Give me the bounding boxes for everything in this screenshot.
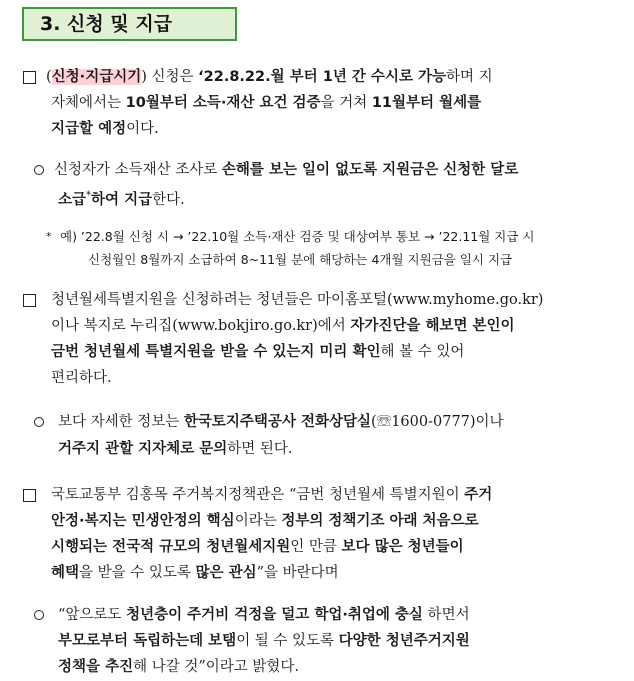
p1-line-2 — [51, 93, 481, 113]
p5-bold: 시행되는 전국적 규모의 청년월세지원 — [51, 539, 291, 555]
p4-line-2 — [58, 439, 292, 459]
p1-highlight: 신청·지급시기 — [51, 69, 142, 85]
section-heading: 3. 신청 및 지급 — [22, 7, 237, 41]
p1-text: 자체에서는 — [51, 95, 126, 111]
asterisk-marker: * — [46, 230, 52, 243]
p6-text: “앞으로도 — [58, 607, 127, 623]
p6-bold: 다양한 청년주거지원 — [338, 633, 470, 649]
p1-bold: ‘22.8.22.월 부터 1년 간 수시로 가능 — [198, 69, 447, 85]
p1-text: ) 신청은 — [141, 69, 199, 85]
p3-line-2 — [51, 316, 515, 336]
p5-bold: 혜택 — [51, 565, 80, 581]
p1-bold: 11월부터 월세를 — [371, 95, 482, 111]
p5-bold: 많은 관심 — [195, 565, 257, 581]
p2-bold: 손해를 보는 일이 없도록 지원금은 신청한 달로 — [221, 162, 519, 178]
note-line-2: 신청월인 8월까지 소급하여 8~11월 분에 해당하는 4개월 지원금을 일시 지급 — [88, 252, 513, 267]
p5-bold: 보다 많은 청년들이 — [341, 539, 464, 555]
p2-line-2 — [58, 186, 185, 210]
p5-bold: 주거 — [464, 487, 493, 503]
p5-text: 을 받을 수 있도록 — [79, 565, 196, 581]
p3-text: 이나 복지로 누리집(www.bokjiro.go.kr)에서 — [51, 318, 351, 334]
p2-text: 신청자가 소득재산 조사로 — [54, 162, 222, 178]
p4-text: (☏1600-0777)이나 — [371, 414, 504, 430]
p6-text: 해 나갈 것”이라고 밝혔다. — [133, 659, 300, 675]
p5-line-2 — [51, 511, 479, 531]
circle-bullet-icon — [34, 165, 44, 175]
p5-bold: 안정·복지는 민생안정의 핵심 — [51, 513, 235, 529]
p5-line-3 — [51, 537, 464, 557]
circle-bullet-icon — [34, 610, 44, 620]
p6-bold: 청년층이 주거비 걱정을 덜고 학업·취업에 충실 — [126, 607, 423, 623]
p3-line-4: 편리하다. — [51, 370, 112, 386]
p3-text: 해 볼 수 있어 — [380, 344, 465, 360]
p6-text: 하면서 — [422, 607, 470, 623]
p2-line-1 — [54, 160, 518, 180]
p1-text: 을 거쳐 — [320, 95, 372, 111]
square-bullet-icon — [23, 489, 36, 502]
p6-bold: 부모로부터 독립하는데 보탬 — [58, 633, 237, 649]
p1-line-1 — [46, 67, 493, 87]
p6-line-3 — [58, 657, 299, 677]
footnote-mark: * — [86, 190, 92, 201]
p6-line-2 — [58, 631, 470, 651]
p3-bold: 자가진단을 해보면 본인이 — [350, 318, 515, 334]
p5-text: 인 만큼 — [290, 539, 342, 555]
circle-bullet-icon — [34, 417, 44, 427]
p4-line-1 — [58, 412, 504, 432]
p2-text: 한다. — [152, 191, 185, 208]
p4-text: 보다 자세한 정보는 — [58, 414, 184, 430]
p6-text: 이 될 수 있도록 — [236, 633, 339, 649]
p6-bold: 정책을 추진 — [58, 659, 134, 675]
square-bullet-icon — [23, 71, 36, 84]
p5-text: 국토교통부 김홍목 주거복지정책관은 “금번 청년월세 특별지원이 — [51, 487, 465, 503]
p4-bold: 한국토지주택공사 전화상담실 — [183, 414, 372, 430]
p2-bold: 소급 — [58, 191, 87, 208]
p1-text: 하며 지 — [446, 69, 493, 85]
p4-bold: 거주지 관할 지자체로 문의 — [58, 441, 228, 457]
p3-line-3 — [51, 342, 464, 362]
p1-text: ( — [46, 69, 52, 85]
p3-line-1: 청년월세특별지원을 신청하려는 청년들은 마이홈포털(www.myhome.go.kr) — [51, 292, 544, 308]
p2-bold: 하여 지급 — [91, 191, 153, 208]
square-bullet-icon — [23, 294, 36, 307]
p1-line-3 — [51, 119, 159, 139]
p6-line-1 — [58, 605, 470, 625]
p4-text: 하면 된다. — [227, 441, 293, 457]
p5-bold: 정부의 정책기조 아래 처음으로 — [281, 513, 479, 529]
p5-text: ”을 바란다며 — [256, 565, 339, 581]
p3-bold: 금번 청년월세 특별지원을 받을 수 있는지 미리 확인 — [51, 344, 381, 360]
p5-line-1 — [51, 485, 492, 505]
p1-text: 이다. — [126, 121, 159, 137]
p5-text: 이라는 — [234, 513, 282, 529]
p5-line-4 — [51, 563, 339, 583]
p1-bold: 지급할 예정 — [51, 121, 127, 137]
p1-bold: 10월부터 소득·재산 요건 검증 — [125, 95, 321, 111]
note-line-1: 예) ’22.8월 신청 시 → ’22.10월 소득·재산 검증 및 대상여부 통보 → ’22.11월 지급 시 — [60, 229, 535, 244]
